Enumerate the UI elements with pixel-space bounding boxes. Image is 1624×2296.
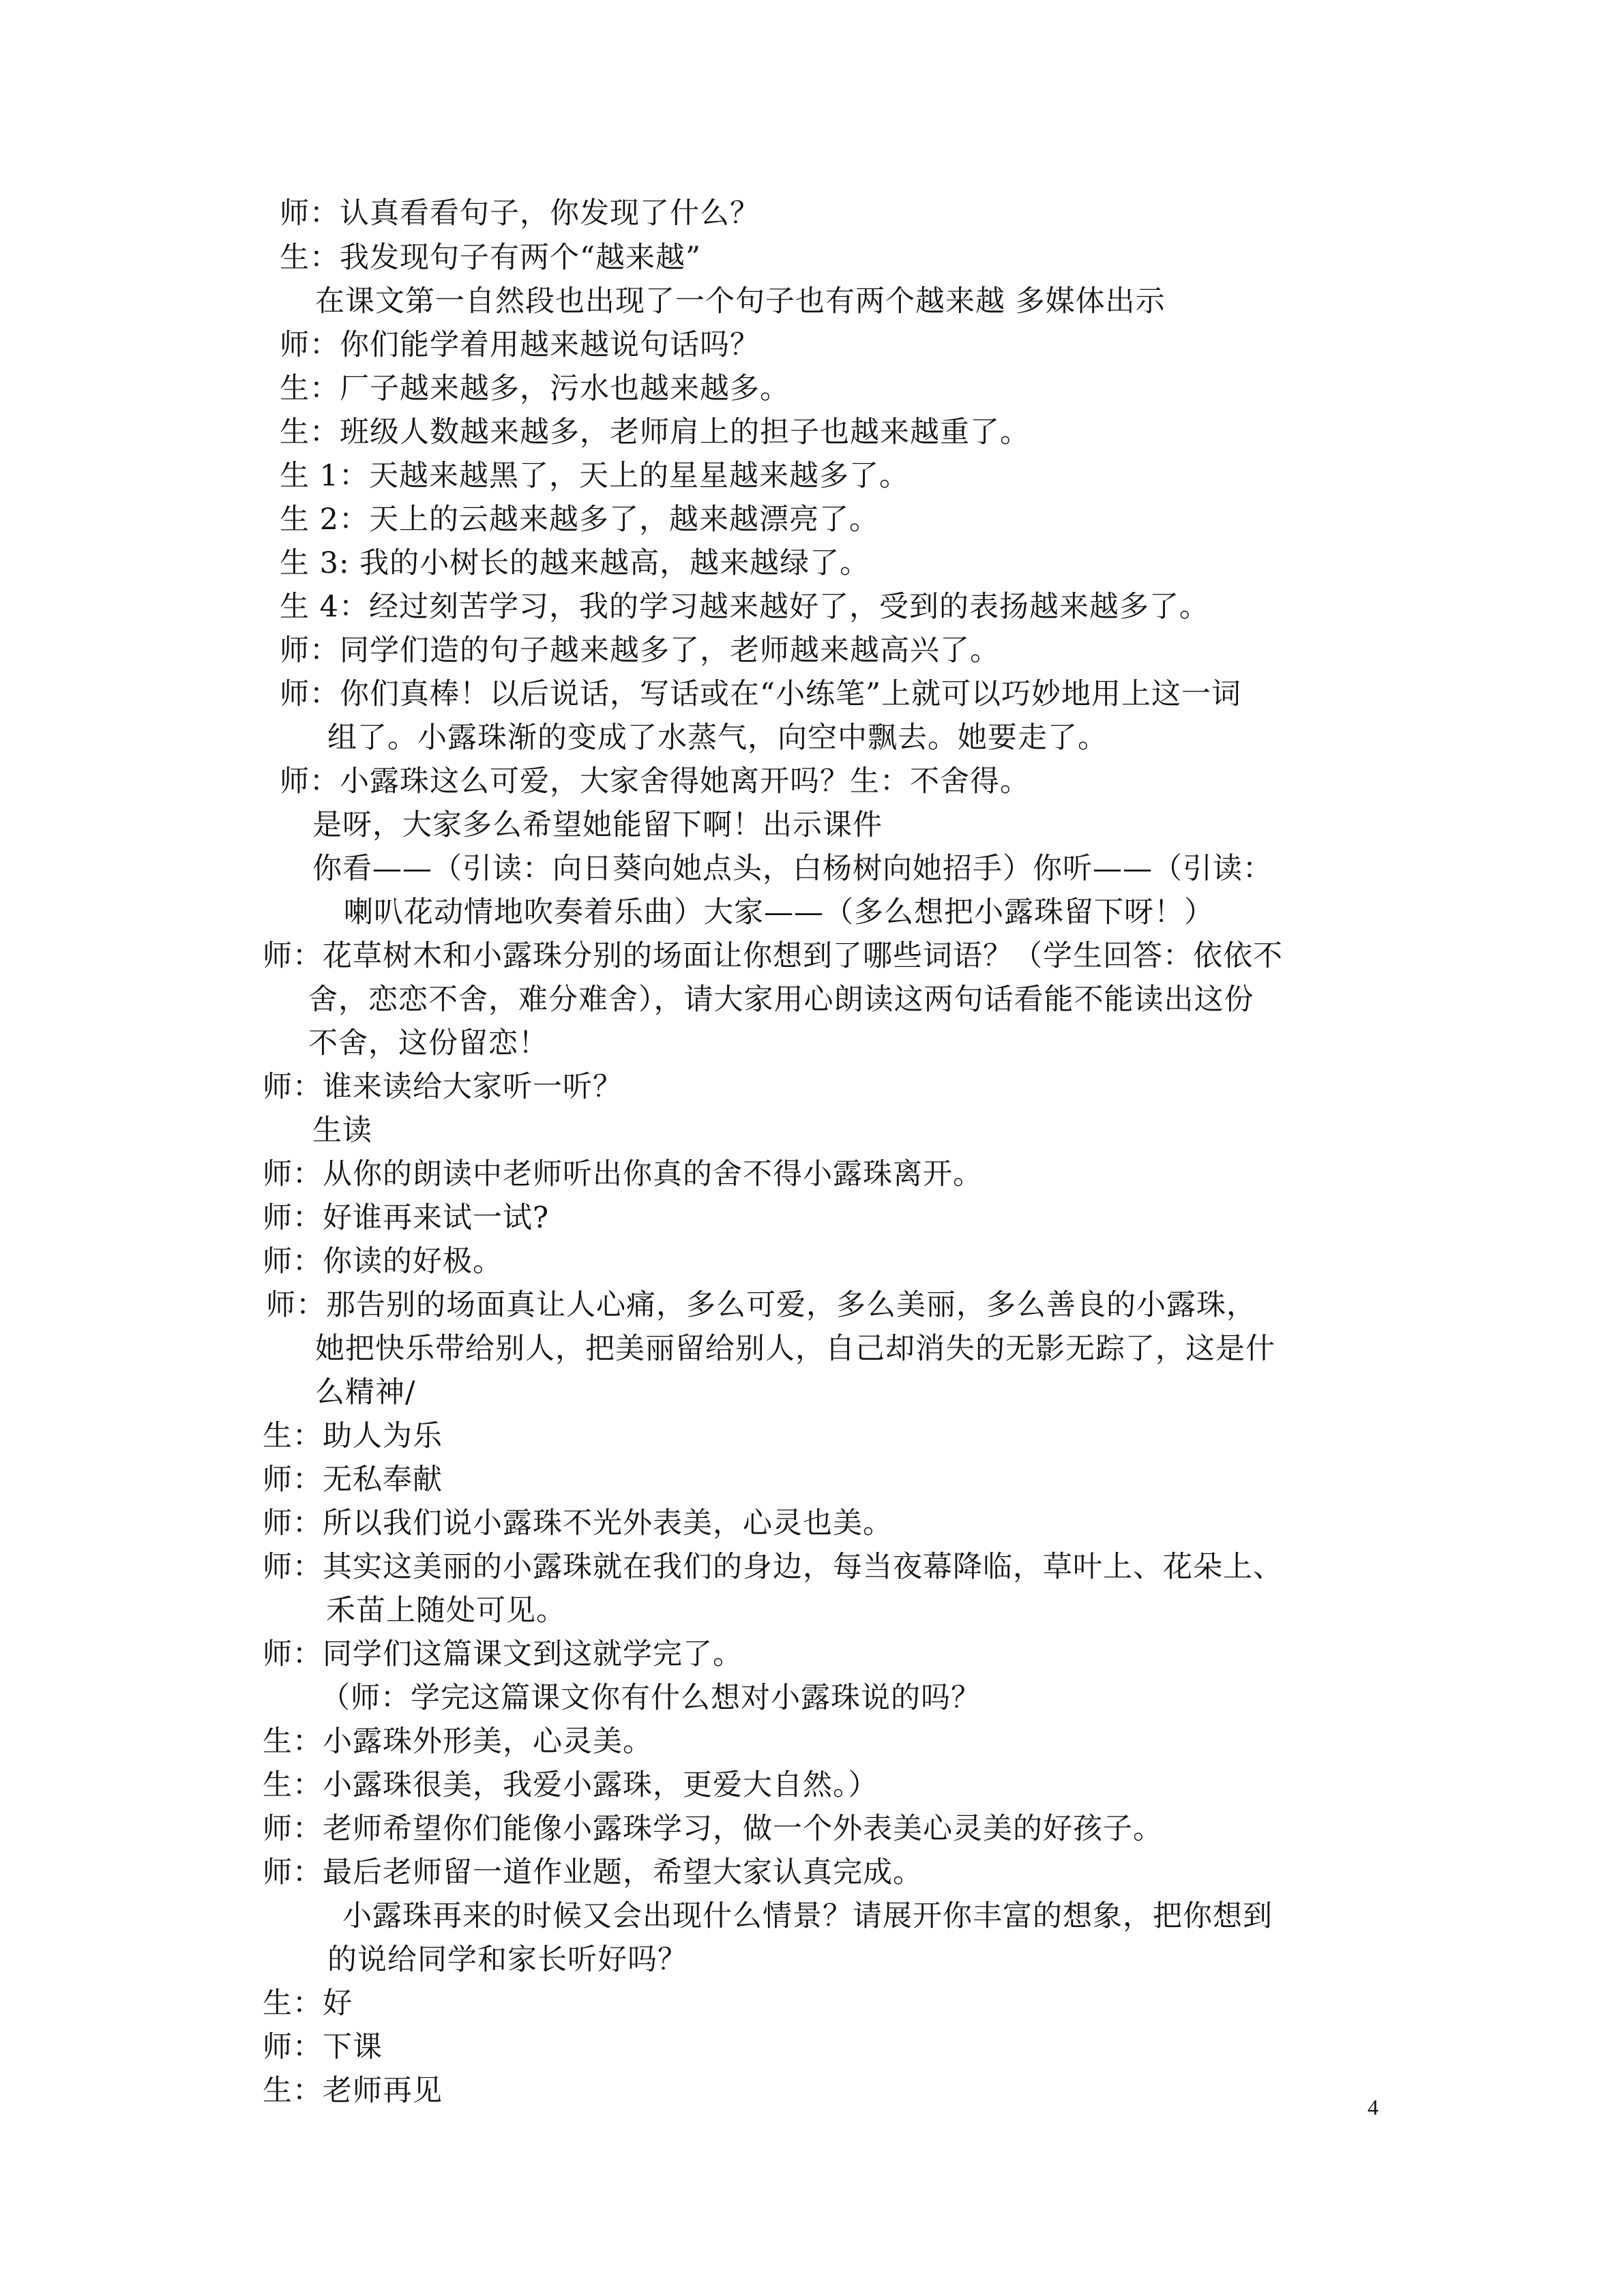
text-line: 师：所以我们说小露珠不光外表美，心灵也美。 [263,1506,893,1540]
text-line: 小露珠再来的时候又会出现什么情景？请展开你丰富的想象，把你想到 [342,1899,1273,1933]
text-line: 组了。小露珠渐的变成了水蒸气，向空中飘去。她要走了。 [327,721,1108,755]
text-line: 生 1：天越来越黑了，天上的星星越来越多了。 [280,459,910,493]
text-line: 师：花草树木和小露珠分别的场面让你想到了哪些词语？（学生回答：依依不 [263,939,1283,973]
text-line: 师：其实这美丽的小露珠就在我们的身边，每当夜幕降临，草叶上、花朵上、 [263,1550,1283,1584]
text-line: 是呀，大家多么希望她能留下啊！出示课件 [312,808,883,842]
text-line: 师：下课 [263,2030,383,2064]
text-line: 她把快乐带给别人，把美丽留给别人，自己却消失的无影无踪了，这是什 [315,1332,1275,1366]
text-line: 师：老师希望你们能像小露珠学习，做一个外表美心灵美的好孩子。 [263,1812,1163,1846]
text-line: 师：你读的好极。 [263,1244,503,1279]
text-line: 生 3: 我的小树长的越来越高，越来越绿了。 [280,546,870,580]
text-line: 么精神/ [315,1375,416,1410]
text-line: 师：那告别的场面真让人心痛，多么可爱，多么美丽，多么善良的小露珠， [266,1288,1256,1322]
text-line: 不舍，这份留恋！ [308,1026,548,1060]
text-line: 在课文第一自然段也出现了一个句子也有两个越来越 多媒体出示 [315,284,1166,318]
text-line: 师：小露珠这么可爱，大家舍得她离开吗？生：不舍得。 [280,764,1030,799]
text-line: 生：好 [263,1986,353,2021]
text-line: 师：好谁再来试一试? [263,1201,550,1235]
text-line: 喇叭花动情地吹奏着乐曲）大家——（多么想把小露珠留下呀！） [344,895,1214,929]
text-line: 生：我发现句子有两个“越来越” [280,241,701,275]
text-line: 师：认真看看句子，你发现了什么？ [280,196,760,230]
text-line: 生 2：天上的云越来越多了，越来越漂亮了。 [280,503,880,537]
text-line: 师：无私奉献 [263,1463,443,1497]
text-line: 师：最后老师留一道作业题，希望大家认真完成。 [263,1855,923,1890]
text-line: 师：同学们造的句子越来越多了，老师越来越高兴了。 [280,633,1000,668]
text-line: 舍，恋恋不舍，难分难舍），请大家用心朗读这两句话看能不能读出这份 [308,983,1254,1017]
text-line: 生 4：经过刻苦学习，我的学习越来越好了，受到的表扬越来越多了。 [280,590,1210,624]
text-line: 你看——（引读：向日葵向她点头，白杨树向她招手）你听——（引读： [312,852,1273,886]
text-line: 禾苗上随处可见。 [326,1594,566,1628]
text-line: 生：小露珠外形美，心灵美。 [263,1725,653,1759]
text-line: 师：同学们这篇课文到这就学完了。 [263,1637,743,1671]
text-line: 生：厂子越来越多，污水也越来越多。 [280,372,790,406]
text-line: 的说给同学和家长听好吗？ [327,1943,688,1977]
text-line: 师：你们真棒！以后说话，写话或在“小练笔”上就可以巧妙地用上这一词 [280,677,1241,711]
text-line: 生读 [312,1114,372,1148]
text-line: 生：助人为乐 [263,1419,443,1453]
text-line: 生：老师再见 [263,2074,443,2108]
text-line: 师：你们能学着用越来越说句话吗？ [280,328,760,362]
text-line: 师：从你的朗读中老师听出你真的舍不得小露珠离开。 [263,1157,983,1191]
text-line: （师：学完这篇课文你有什么想对小露珠说的吗？ [321,1681,981,1715]
text-line: 师：谁来读给大家听一听？ [263,1070,623,1104]
text-line: 生：小露珠很美，我爱小露珠，更爱大自然。） [263,1768,879,1802]
text-line: 生：班级人数越来越多，老师肩上的担子也越来越重了。 [280,415,1030,449]
page-number: 4 [1368,2095,1378,2119]
